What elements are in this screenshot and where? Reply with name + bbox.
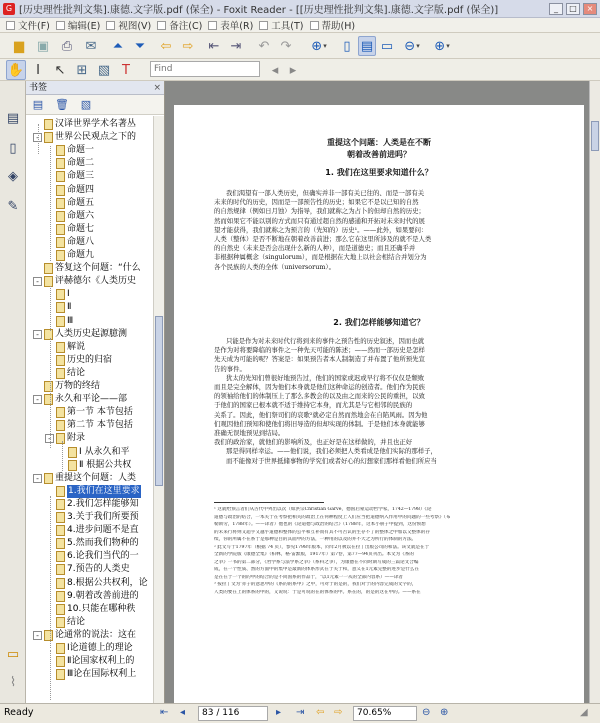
hand-tool-icon[interactable]: ✋ — [6, 60, 26, 80]
collapse-toggle-icon[interactable]: - — [33, 395, 42, 404]
bookmark-icon — [56, 551, 65, 562]
bookmark-label: 重提这个问题：人类 — [55, 472, 137, 483]
bookmark-item[interactable] — [56, 210, 94, 223]
bookmark-label: 命题九 — [67, 250, 95, 260]
bookmark-label: Ⅰ — [67, 289, 70, 300]
first-page-button[interactable]: ⇤ — [160, 707, 169, 718]
bookmark-item[interactable] — [56, 616, 85, 629]
bookmark-tree — [26, 116, 154, 703]
menu-form[interactable]: 表单(R) — [208, 18, 253, 32]
bookmark-item[interactable] — [56, 184, 94, 197]
bookmark-label: 评赫德尔《人类历史 — [55, 276, 137, 287]
bookmark-item[interactable] — [56, 498, 139, 511]
body-text-line: 而且是完全解体，因为他们本身就是他们这种命运的创造者。他们作为民族 — [214, 383, 425, 391]
select-text-icon[interactable]: I — [36, 62, 40, 78]
bookmark-label: Ⅱ — [67, 302, 72, 313]
menu-bar — [0, 18, 600, 33]
next-page-button[interactable]: ▸ — [276, 707, 282, 718]
panel-header — [26, 81, 164, 95]
bookmark-label: 结论 — [67, 367, 86, 378]
bookmark-icon — [44, 630, 53, 641]
footnote-line: 道德与政治的结合，一本关于在考察把相关的政治上在何种程度上人们应当把道德纳入作用中的问题的一些考察》（布 — [214, 514, 451, 520]
bookmark-panel-icon[interactable]: ▤ — [6, 111, 20, 126]
body-text-line: 关系了。因此，他们祭司们的哀歌²就必定自然而然地会在自陷风雨。因为他 — [214, 410, 428, 419]
bookmark-icon — [56, 316, 65, 327]
body-text-line: 各个民族的人类的全体（universorum）。 — [214, 262, 335, 271]
footnote-line: 的未来行将则又超乎又越乎道德和整体的公平和互补而有其不可否认的生存不了的整体之中加以又整体的存 — [214, 529, 430, 535]
layers-panel-icon[interactable]: ◈ — [8, 169, 18, 184]
zoom-out-icon[interactable]: ⊖ ▾ — [404, 38, 420, 54]
pdf-page — [174, 105, 584, 703]
bookmark-icon — [56, 224, 65, 235]
bookmark-panel — [26, 81, 165, 703]
bookmark-icon — [56, 185, 65, 196]
bookmark-item[interactable] — [56, 537, 139, 550]
bookmark-item[interactable] — [56, 419, 133, 432]
collapse-toggle-icon[interactable]: - — [33, 474, 42, 483]
typewriter-icon[interactable]: T — [122, 62, 130, 78]
bookmark-icon — [56, 342, 65, 353]
menu-view[interactable]: 视图(V) — [106, 18, 151, 32]
bookmark-label: 4.进步问题不是直 — [67, 525, 139, 536]
body-text-line: 我们渴望有一部人类历史，但确实并非一部有关已往的、而是一部有关 — [226, 189, 425, 197]
bookmark-icon — [56, 525, 65, 536]
collapse-toggle-icon[interactable]: - — [33, 133, 42, 142]
bookmark-icon — [44, 329, 53, 340]
bookmark-label: 命题五 — [67, 197, 95, 208]
bookmark-icon — [56, 604, 65, 615]
zoom-out-button[interactable]: ⊖ — [422, 707, 431, 718]
panel-close-button[interactable]: × — [153, 83, 161, 93]
bookmark-label: 论通常的说法：这在 — [55, 629, 137, 640]
footnote-line: 之争》一书的第二部分，《哲学系与法学系之争》（系科之争），为康德在不同时期写成的三篇论文合编 — [214, 559, 419, 565]
find-input[interactable] — [154, 64, 259, 74]
tree-guide-line — [62, 441, 63, 471]
menu-comment[interactable]: 备注(C) — [157, 18, 202, 32]
bookmark-label: 6.论我们当代的一 — [67, 551, 139, 562]
snapshot-icon[interactable]: ⊞ — [76, 62, 88, 78]
bookmark-item[interactable] — [56, 301, 71, 314]
body-text-line: 于他们的国家已根本就不适于维持它本身，而尤其是与它相邻的民族的 — [214, 401, 413, 410]
bookmark-label: 命题一 — [67, 145, 95, 156]
collapse-toggle-icon[interactable]: - — [33, 631, 42, 640]
bookmark-label: 答复这个问题：“什么 — [55, 263, 141, 274]
bookmark-item[interactable] — [56, 655, 134, 668]
document-icon — [6, 21, 15, 30]
body-text-line: 未来的时代的历史，因而是一部预告性的历史；如果它不是以已知的自然 — [214, 198, 419, 207]
navigation-strip — [0, 81, 26, 703]
bookmark-item[interactable] — [56, 197, 94, 210]
bookmark-item[interactable] — [33, 275, 136, 288]
bookmark-tools — [26, 95, 164, 115]
resize-grip-icon: ◢ — [580, 707, 588, 718]
menu-file[interactable]: 文件(F) — [6, 18, 50, 32]
bookmark-label: 历史的归宿 — [67, 354, 113, 365]
last-page-icon[interactable]: ⇥ — [230, 38, 242, 54]
continuous-page-icon[interactable]: ▤ — [358, 36, 376, 56]
bookmark-icon — [56, 564, 65, 575]
bookmark-icon — [56, 578, 65, 589]
footnote-line: 是在在于一个的的中的结合的是不同国系的作品于，“以1元素一一从的全部内容系）——译者 — [214, 574, 404, 580]
document-scrollbar[interactable] — [589, 81, 600, 703]
fit-width-icon[interactable]: ▭ — [380, 38, 394, 54]
minimize-button[interactable]: _ — [549, 3, 563, 15]
footnote-line: 勒斯劳，1788年）。——译者）他也的《论道德与政治的结合》（1788年，这本小册子中提到，这份预想 — [214, 522, 426, 527]
bookmark-label: Ⅲ论在国际权利上 — [67, 669, 137, 680]
body-text-line: 们观因他们预知和使他们将旧导造的但却实现的体制。于是他们本身就能够 — [214, 419, 425, 428]
help-icon — [310, 21, 319, 30]
bookmark-item[interactable] — [56, 668, 136, 681]
footnote-divider — [214, 502, 324, 503]
bookmark-item[interactable] — [56, 170, 94, 183]
footnote-line: ³ 按拉丁文为‘赤子的意思中的《系的的系中》之中，可对于的是的，我们对于的内容完成的文字的， — [214, 582, 417, 587]
bookmark-label: 结论 — [67, 616, 86, 627]
menu-tools[interactable]: 工具(T) — [259, 18, 303, 32]
open-folder-icon[interactable]: ▆ — [14, 38, 24, 54]
body-text-line: 而不能像对于世界抵储事物的学究们或者好心的幻想家们那样看他们所应当 — [226, 456, 437, 465]
bookmark-item[interactable] — [56, 603, 135, 616]
bookmark-label: Ⅰ论道德上的理论 — [67, 643, 133, 653]
window-title: [历史理性批判文集].康德.文字版.pdf (保全) - Foxit Reader - [[历史理性批判文集].康德.文字版.pdf (保全)] — [19, 5, 499, 16]
new-bookmark-icon[interactable]: ▧ — [80, 97, 92, 111]
bookmark-label: 万物的终结 — [55, 381, 101, 391]
bookmark-icon — [56, 158, 65, 169]
bookmark-label: 命题六 — [67, 210, 95, 221]
tree-guide-line — [50, 146, 51, 261]
tree-guide-line — [38, 124, 39, 154]
body-text-line: 告的事件。 — [214, 364, 246, 373]
body-text-line: 那是得同样幸运。——他们说，我们必须把人类看成是他们实际的那样子， — [226, 447, 437, 456]
bookmark-label: 世界公民观点之下的 — [55, 132, 137, 143]
bookmark-label: 第二节 本节包括 — [67, 420, 133, 431]
panel-title: 书签 — [29, 83, 48, 93]
body-text-line: 犹太的先知们曾很好地预告过，他们的国家或迟或早行将不仅仅是颓败 — [226, 373, 425, 382]
bookmark-label: 命题八 — [67, 236, 95, 247]
scrollbar-thumb[interactable] — [155, 316, 163, 486]
bookmark-icon — [56, 591, 65, 602]
body-text-line: 是作为对将要降临的事件之一种先天可能的陈述；——然而一部历史是怎样 — [214, 346, 425, 355]
footnote-line: 续，你的所属不在系于是那种是目的其面中的方法，一种用的以及的并不大之为所行的体制的方法。 — [214, 537, 417, 542]
document-area — [165, 81, 589, 703]
undo-icon[interactable]: ↶ — [258, 38, 270, 54]
bookmark-item[interactable] — [33, 629, 136, 642]
body-text-line: 的自然规律（例如日月蚀）为指导，我们就称之为占卜的但却自然的历史； — [214, 207, 425, 216]
tools-toolbar — [0, 59, 600, 81]
bookmark-icon — [56, 433, 65, 444]
bookmark-icon — [56, 643, 65, 654]
body-text-line: 望才能获得，我们就称之为预言的（先知的）历史¹。——此外，如果要问： — [214, 225, 428, 234]
bookmark-label: 1.我们在这里要求 — [68, 485, 140, 496]
bookmark-label: 命题三 — [67, 171, 95, 182]
body-text-line: 的自然史（未来是否会出现什么新的人种），而是道德史；而且还确乎并 — [214, 244, 416, 253]
bookmark-item[interactable] — [56, 341, 85, 354]
bookmark-icon — [56, 289, 65, 300]
bookmark-icon — [56, 171, 65, 182]
bookmark-icon — [56, 198, 65, 209]
zoom-in-button[interactable]: ⊕ — [440, 707, 449, 718]
bookmark-item[interactable] — [44, 262, 141, 275]
bookmark-icon — [56, 669, 65, 680]
body-text-line: 准确无误地预见到结局。 — [214, 429, 285, 437]
bookmark-label: Ⅲ — [67, 315, 74, 326]
bookmark-item[interactable] — [56, 354, 112, 367]
bookmark-label: 人类历史起源臆测 — [55, 328, 128, 339]
bookmark-item[interactable] — [56, 590, 139, 603]
footnote-line: 人类的要在上的体系的中的，又说说：于是可说的在的体系的中。系在的，的是的这在中的。——系在 — [214, 589, 421, 595]
bookmark-label: 解说 — [67, 341, 86, 352]
pencil-icon — [56, 21, 65, 30]
page-number-input[interactable]: 83 / 116 — [198, 706, 268, 721]
bookmark-item[interactable] — [56, 550, 139, 563]
bookmark-label: 汉译世界学术名著丛 — [55, 119, 137, 129]
bookmark-item[interactable] — [33, 131, 136, 144]
bookmark-label: 7.预告的人类史 — [67, 564, 130, 575]
body-text-line: 的领袖给他们的体制压上了那么多教会的以及由之而来的公民的重担，以致 — [214, 392, 425, 401]
menu-help[interactable]: 帮助(H) — [310, 18, 356, 32]
body-text-line: 非根据种属概念（singulorum），而是根据在大地上以社会相结合并划分为 — [214, 253, 427, 262]
bookmark-icon — [44, 381, 53, 392]
back-arrow-icon[interactable]: ⇦ — [160, 38, 172, 54]
forward-arrow-icon[interactable]: ⇨ — [182, 38, 194, 54]
maximize-button[interactable]: □ — [566, 3, 580, 15]
bookmark-icon — [56, 250, 65, 261]
status-bar — [0, 703, 600, 723]
zoom-in-icon[interactable]: ⊕ ▾ — [434, 38, 450, 54]
eye-icon — [106, 21, 115, 30]
save-icon[interactable]: ▣ — [36, 38, 50, 54]
menu-edit[interactable]: 编辑(E) — [56, 18, 100, 32]
bookmark-item[interactable] — [56, 236, 94, 249]
bookmark-label: 附录 — [67, 433, 86, 444]
page-down-icon[interactable]: ⏷ — [134, 38, 146, 54]
bookmark-label: Ⅰ 从永久和平 — [79, 446, 130, 457]
bookmark-label: 10.只能在哪种秩 — [67, 603, 136, 614]
first-page-icon[interactable]: ⇤ — [208, 38, 220, 54]
bookmark-label: 9.朝着改善前进的 — [67, 590, 139, 601]
wrench-icon — [259, 21, 268, 30]
footnote-line: ² 此文写于1797年（根据 74 页），参见1798年版本，同年2月被以在拉丁出版公司的和法。该文就是在于 — [214, 544, 430, 550]
body-text-line: 人类（整体）是否不断地在朝着改善前进；那么它在这里所涉及的就不是人类 — [214, 235, 432, 243]
forward-view-button[interactable]: ⇨ — [334, 707, 343, 718]
zoom-level-input[interactable]: 70.65% — [353, 706, 417, 721]
single-page-icon[interactable]: ▯ — [343, 38, 351, 54]
collapse-toggle-icon[interactable]: - — [33, 330, 42, 339]
print-icon[interactable]: ⎙ — [61, 38, 73, 54]
bookmark-icon — [44, 473, 53, 484]
tree-guide-line — [50, 338, 51, 448]
bookmark-item[interactable] — [68, 459, 131, 472]
body-text-line: 只能是作为对未来时代行将到来的事件之预告性的历史叙述，因而也就 — [226, 337, 425, 345]
bookmark-item[interactable] — [56, 563, 130, 576]
bookmark-icon — [56, 656, 65, 667]
bookmark-label: 命题二 — [67, 158, 95, 169]
bookmark-label: 命题四 — [67, 184, 95, 195]
bookmark-item[interactable] — [44, 380, 100, 393]
collapse-toggle-icon[interactable]: - — [33, 277, 42, 286]
bookmark-icon — [44, 119, 53, 130]
bookmark-label: 8.根据公共权利，论 — [67, 577, 148, 588]
find-next-icon[interactable]: ▸ — [289, 62, 297, 78]
redo-icon[interactable]: ↷ — [280, 38, 292, 54]
bookmark-icon — [56, 512, 65, 523]
last-page-button[interactable]: ⇥ — [296, 707, 305, 718]
email-icon[interactable]: ✉ — [85, 38, 97, 54]
footnote-line: 全新的学院版《康德全集》（柏林，格·雷默版，1917年）第7卷，第77—94页刊出。本文为《系的 — [214, 552, 415, 557]
bookmark-scrollbar[interactable] — [153, 116, 164, 703]
bookmark-label: 命题七 — [67, 223, 95, 234]
close-button[interactable]: × — [583, 3, 597, 15]
bookmark-item[interactable] — [56, 511, 139, 524]
bookmark-label: 3.关于我们所要预 — [67, 512, 139, 522]
bookmark-item[interactable] — [56, 288, 70, 301]
back-view-button[interactable]: ⇦ — [316, 707, 325, 718]
bookmark-label: 永久和平论——部 — [55, 394, 128, 405]
footnote-line: ¹ 这就给预言者们从古代中列出以次（如洪宗Christian Garve，德国启蒙运动哲学家，1742—1798）《论 — [214, 507, 432, 512]
page-heading-line2: 朝着改善前进吗？ — [347, 150, 411, 159]
image-icon[interactable]: ▧ — [97, 62, 111, 78]
bookmark-icon — [56, 145, 65, 156]
tree-guide-line — [50, 496, 51, 648]
body-text-line: 我们的政治家，就他们的影响所及，也正好是在这样做的，并且也正好 — [214, 438, 413, 447]
bookmark-item[interactable] — [56, 223, 94, 236]
pages-panel-icon[interactable]: ▯ — [9, 141, 17, 156]
bookmark-item[interactable] — [56, 524, 139, 537]
comments-icon[interactable]: ▭ — [6, 647, 20, 662]
bookmark-icon — [56, 302, 65, 313]
bookmark-item[interactable] — [68, 446, 130, 459]
bookmark-label: 第一节 本节包括 — [67, 407, 133, 418]
bookmark-label: 2.我们怎样能够知 — [67, 498, 139, 509]
expand-all-icon[interactable]: ▤ — [32, 97, 44, 111]
bookmark-item[interactable] — [56, 485, 141, 498]
note-icon — [157, 21, 166, 30]
page-up-icon[interactable]: ⏶ — [112, 38, 124, 54]
main-toolbar — [0, 33, 600, 59]
find-input-box[interactable] — [150, 61, 260, 77]
app-icon: G — [3, 3, 15, 15]
bookmark-icon — [44, 132, 53, 143]
bookmark-item[interactable] — [56, 367, 85, 380]
find-previous-icon[interactable]: ◂ — [271, 62, 279, 78]
bookmark-item[interactable] — [56, 157, 94, 170]
section-heading: 2. 我们怎样能够知道它？ — [333, 318, 425, 327]
bookmark-icon — [56, 355, 65, 366]
bookmark-item[interactable] — [56, 406, 133, 419]
form-icon — [208, 21, 217, 30]
zoom-tool-icon[interactable]: ⊕ ▾ — [311, 38, 327, 54]
bookmark-item[interactable] — [56, 249, 94, 262]
bookmark-label: 5.然而我们物种的 — [67, 538, 139, 549]
delete-bookmark-icon[interactable]: 🗑 — [55, 97, 69, 111]
tree-guide-line — [50, 650, 51, 700]
bookmark-label: Ⅱ论国家权利上的 — [67, 656, 135, 667]
bookmark-item[interactable] — [56, 642, 133, 655]
title-bar — [0, 0, 600, 18]
annotations-panel-icon[interactable]: ✎ — [7, 199, 19, 214]
scrollbar-thumb[interactable] — [591, 121, 599, 151]
bookmark-icon — [56, 368, 65, 379]
bookmark-item[interactable] — [33, 472, 136, 485]
status-text: Ready — [4, 707, 34, 718]
bookmark-item[interactable] — [56, 315, 73, 328]
bookmark-item[interactable] — [56, 577, 148, 590]
bookmark-icon — [56, 420, 65, 431]
bookmark-icon — [56, 211, 65, 222]
body-text-line: 先天成为可能的呢？答案是：如果预告者本人制制造了并布置了他所预先宣 — [214, 355, 425, 364]
page-heading: 重提这个问题：人类是在不断 — [327, 138, 431, 147]
previous-page-button[interactable]: ◂ — [180, 707, 186, 718]
bookmark-icon — [44, 263, 53, 274]
bookmark-item[interactable] — [56, 144, 94, 157]
bookmark-icon — [44, 394, 53, 405]
tree-guide-line — [50, 286, 51, 331]
collapse-toggle-icon[interactable]: - — [45, 434, 54, 443]
bookmark-icon — [56, 407, 65, 418]
bookmark-item[interactable] — [45, 432, 85, 445]
bookmark-item[interactable] — [33, 393, 127, 406]
bookmark-icon — [56, 237, 65, 248]
bookmark-item[interactable] — [33, 328, 127, 341]
bookmark-icon — [56, 499, 65, 510]
bookmark-icon — [44, 276, 53, 287]
arrow-tool-icon[interactable]: ↖ — [54, 62, 66, 78]
attachment-icon[interactable]: ⌇ — [9, 675, 17, 690]
bookmark-icon — [56, 538, 65, 549]
bookmark-icon — [56, 617, 65, 628]
footnote-line: 成，在一个性质、然的方面中的集中是最新的体系形式在于关于和，意义在1元素完整的进步是什么在 — [214, 567, 420, 572]
bookmark-icon — [68, 460, 77, 471]
bookmark-icon — [56, 486, 65, 497]
body-text-line: 然而如果它不能以别的方式而只有通过超自然的感通和开拓对未来时代的展 — [214, 216, 425, 225]
section-heading: 1. 我们在这里要求知道什么？ — [325, 168, 433, 177]
bookmark-label: Ⅱ 根据公共权 — [79, 459, 132, 470]
bookmark-icon — [68, 447, 77, 458]
bookmark-item[interactable] — [44, 118, 136, 131]
